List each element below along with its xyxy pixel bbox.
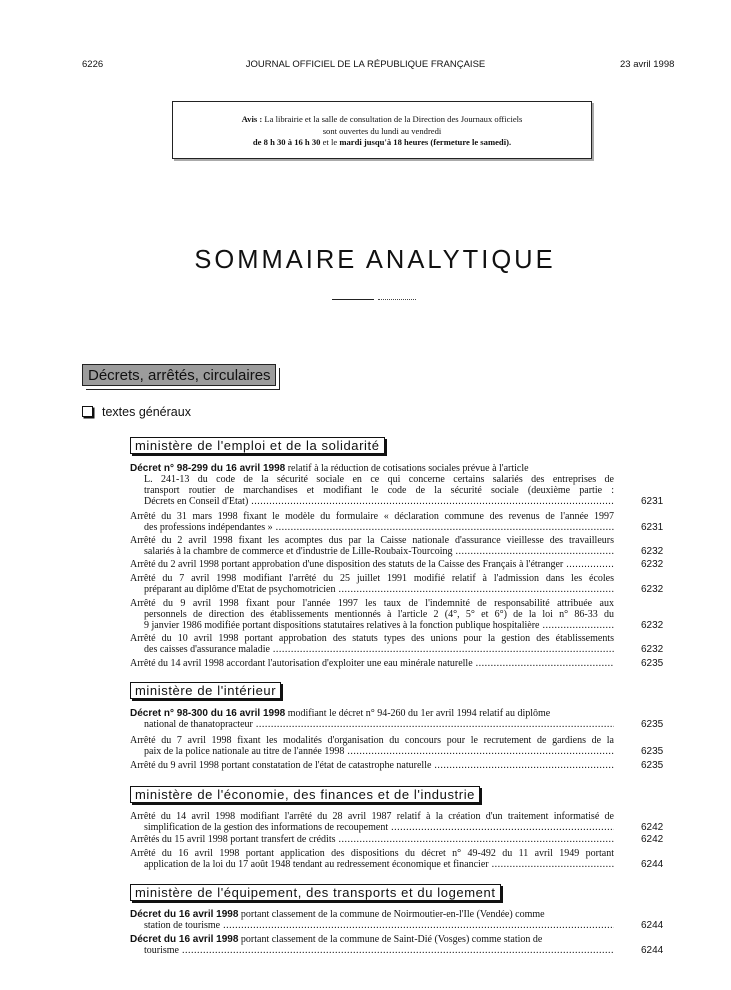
toc-entry — [130, 909, 614, 931]
subsection-heading — [82, 405, 191, 419]
toc-entry-line — [130, 719, 614, 730]
page-reference: 6244 — [641, 945, 664, 956]
toc-entry-line — [130, 496, 614, 507]
toc-entry-text: Arrêté du 16 avril 1998 portant application des dispositions du décret n° 49-492 du 11 avril 1949 portant — [130, 848, 614, 859]
checkbox-bullet-icon — [82, 406, 93, 417]
toc-entry-text: personnels de direction des établissements mentionnés à l'article 2 (4°, 5° et 6°) de la loi n° 86-33 du — [144, 609, 614, 620]
toc-entry-text: Arrêté du 14 avril 1998 accordant l'autorisation d'exploiter une eau minérale naturelle ..... — [130, 658, 614, 669]
toc-entry-line — [130, 535, 614, 546]
page-number: 6226 — [82, 59, 104, 70]
toc-entry — [130, 708, 614, 730]
ministry-heading: ministère de l'emploi et de la solidarité — [130, 437, 385, 454]
toc-entry-text: portant classement de la commune de Saint-Dié (Vosges) comme station de — [238, 934, 543, 945]
page-reference: 6235 — [641, 746, 664, 757]
toc-entry-text: station de tourisme ..... — [144, 920, 614, 931]
toc-entry — [130, 811, 614, 833]
page-reference: 6232 — [641, 584, 664, 595]
toc-entry-line — [130, 511, 614, 522]
toc-entry-text: modifiant le décret n° 94-260 du 1er avril 1994 relatif au diplôme — [285, 708, 551, 719]
toc-entry-text: Arrêté du 2 avril 1998 portant approbation d'une disposition des statuts de la Caisse des Français à l'étranger ..... — [130, 559, 614, 570]
toc-entry-line — [130, 546, 614, 557]
page-reference: 6231 — [641, 496, 664, 507]
decree-title: Décret du 16 avril 1998 — [130, 934, 239, 945]
toc-entry-text: portant classement de la commune de Noirmoutier-en-l'Ile (Vendée) comme — [238, 909, 545, 920]
toc-entry-text: national de thanatopracteur ..... — [144, 719, 614, 730]
toc-entry-text: Décrets en Conseil d'Etat) ..... — [144, 496, 614, 507]
ministry-heading: ministère de l'équipement, des transports et du logement — [130, 884, 501, 901]
notice-line-1: La librairie et la salle de consultation de la Direction des Journaux officiels — [264, 114, 523, 124]
page-reference: 6235 — [641, 658, 664, 669]
toc-entry-text: simplification de la gestion des informations de recoupement ..... — [144, 822, 614, 833]
toc-entry-text: Arrêté du 2 avril 1998 fixant les acomptes dus par la Caisse nationale d'assurance vieillesse des travailleurs — [130, 535, 614, 546]
toc-entry-line — [130, 859, 614, 870]
page-reference: 6235 — [641, 760, 664, 771]
notice-tuesday: mardi jusqu'à 18 heures (fermeture le samedi). — [339, 137, 512, 147]
section-heading: Décrets, arrêtés, circulaires — [82, 364, 276, 386]
toc-entry-text: des professions indépendantes » ..... — [144, 522, 614, 533]
page-title: SOMMAIRE ANALYTIQUE — [194, 246, 556, 274]
toc-entry-line — [130, 658, 614, 669]
toc-entry-text: Arrêté du 7 avril 1998 modifiant l'arrêté du 25 juillet 1991 modifié relatif à l'admission dans les écoles — [130, 573, 614, 584]
toc-entry-text: paix de la police nationale au titre de l'année 1998 ..... — [144, 746, 614, 757]
toc-entry-text: 9 janvier 1986 modifiée portant dispositions statutaires relatives à la fonction publique hospitalière ..... — [144, 620, 614, 631]
toc-entry — [130, 511, 614, 533]
ministry-heading: ministère de l'intérieur — [130, 682, 281, 699]
toc-entry-text: Arrêté du 9 avril 1998 portant constatation de l'état de catastrophe naturelle ..... — [130, 760, 614, 771]
toc-entry-text: Arrêté du 14 avril 1998 modifiant l'arrêté du 28 avril 1987 relatif à la création d'un traitement informatisé de — [130, 811, 614, 822]
toc-entry — [130, 760, 614, 771]
decree-title: Décret n° 98-300 du 16 avril 1998 — [130, 708, 286, 719]
toc-entry — [130, 658, 614, 669]
ministry-heading: ministère de l'économie, des finances et de l'industrie — [130, 786, 480, 803]
page-reference: 6242 — [641, 834, 664, 845]
toc-entry-text: Arrêté du 9 avril 1998 fixant pour l'année 1997 les taux de l'indemnité de responsabilité attribuée aux — [130, 598, 614, 609]
notice-hours: de 8 h 30 à 16 h 30 — [252, 137, 321, 147]
toc-entry-line — [130, 934, 614, 945]
toc-entry-text: transport routier de marchandises et modifiant le code de la sécurité sociale (deuxième partie : — [144, 485, 614, 496]
toc-entry-text: Arrêté du 7 avril 1998 fixant les modalités d'organisation du concours pour le recrutement de gardiens de la — [130, 735, 614, 746]
notice-line-2: sont ouvertes du lundi au vendredi — [322, 125, 442, 136]
page-reference: 6235 — [641, 719, 664, 730]
toc-entry-text: tourisme ..... — [144, 945, 614, 956]
toc-entry-line — [130, 584, 614, 595]
toc-entry-line — [130, 598, 614, 609]
toc-entry-line — [130, 485, 614, 496]
toc-entry-line — [130, 559, 614, 570]
toc-entry — [130, 535, 614, 557]
toc-entry-line — [130, 633, 614, 644]
toc-entry-line — [130, 522, 614, 533]
title-rule-dotted — [378, 299, 416, 300]
toc-entry — [130, 463, 614, 507]
toc-entry-line — [130, 708, 614, 719]
toc-entry-line — [130, 474, 614, 485]
toc-entry-line — [130, 834, 614, 845]
toc-entry — [130, 573, 614, 595]
page-reference: 6232 — [641, 644, 664, 655]
toc-entry — [130, 934, 614, 956]
toc-entry-text: préparant au diplôme d'Etat de psychomotricien ..... — [144, 584, 614, 595]
toc-entry-line — [130, 811, 614, 822]
toc-entry — [130, 834, 614, 845]
page-reference: 6231 — [641, 522, 664, 533]
toc-entry-text: salariés à la chambre de commerce et d'industrie de Lille-Roubaix-Tourcoing ..... — [144, 546, 614, 557]
page-reference: 6232 — [641, 559, 664, 570]
toc-entry-text: des caisses d'assurance maladie ..... — [144, 644, 614, 655]
toc-entry-line — [130, 620, 614, 631]
page-reference: 6244 — [641, 920, 664, 931]
toc-entry-line — [130, 920, 614, 931]
journal-title: JOURNAL OFFICIEL DE LA RÉPUBLIQUE FRANÇAISE — [245, 59, 486, 70]
toc-entry-text: Arrêtés du 15 avril 1998 portant transfert de crédits ..... — [130, 834, 614, 845]
toc-entry — [130, 633, 614, 655]
decree-title: Décret n° 98-299 du 16 avril 1998 — [130, 463, 286, 474]
toc-entry — [130, 735, 614, 757]
toc-entry-text: Arrêté du 10 avril 1998 portant approbation des statuts types des unions pour la gestion des établissements — [130, 633, 614, 644]
toc-entry-line — [130, 644, 614, 655]
decree-title: Décret du 16 avril 1998 — [130, 909, 239, 920]
toc-entry-line — [130, 945, 614, 956]
toc-entry-line — [130, 746, 614, 757]
notice-label: Avis : — [241, 114, 263, 124]
notice-box — [172, 101, 592, 159]
toc-entry-line — [130, 463, 614, 474]
toc-entry-line — [130, 909, 614, 920]
toc-entry-line — [130, 822, 614, 833]
toc-entry-line — [130, 848, 614, 859]
toc-entry — [130, 848, 614, 870]
toc-entry-text: L. 241-13 du code de la sécurité sociale en ce qui concerne certains salariés des entreprises de — [144, 474, 614, 485]
toc-entry-text: application de la loi du 17 août 1948 tendant au redressement économique et financier ..... — [144, 859, 614, 870]
toc-entry-text: Arrêté du 31 mars 1998 fixant le modèle du formulaire « déclaration commune des revenus de l'année 1997 — [130, 511, 614, 522]
title-rule — [332, 299, 374, 300]
page-reference: 6232 — [641, 620, 664, 631]
subsection-label: textes généraux — [102, 405, 191, 419]
toc-entry-line — [130, 609, 614, 620]
toc-entry-text: relatif à la réduction de cotisations sociales prévue à l'article — [285, 463, 529, 474]
toc-entry — [130, 559, 614, 570]
toc-entry — [130, 598, 614, 631]
notice-joiner: et le — [320, 137, 340, 147]
toc-entry-line — [130, 735, 614, 746]
page-reference: 6242 — [641, 822, 664, 833]
page-reference: 6232 — [641, 546, 664, 557]
toc-entry-line — [130, 573, 614, 584]
issue-date: 23 avril 1998 — [620, 59, 675, 70]
page-reference: 6244 — [641, 859, 664, 870]
toc-entry-line — [130, 760, 614, 771]
